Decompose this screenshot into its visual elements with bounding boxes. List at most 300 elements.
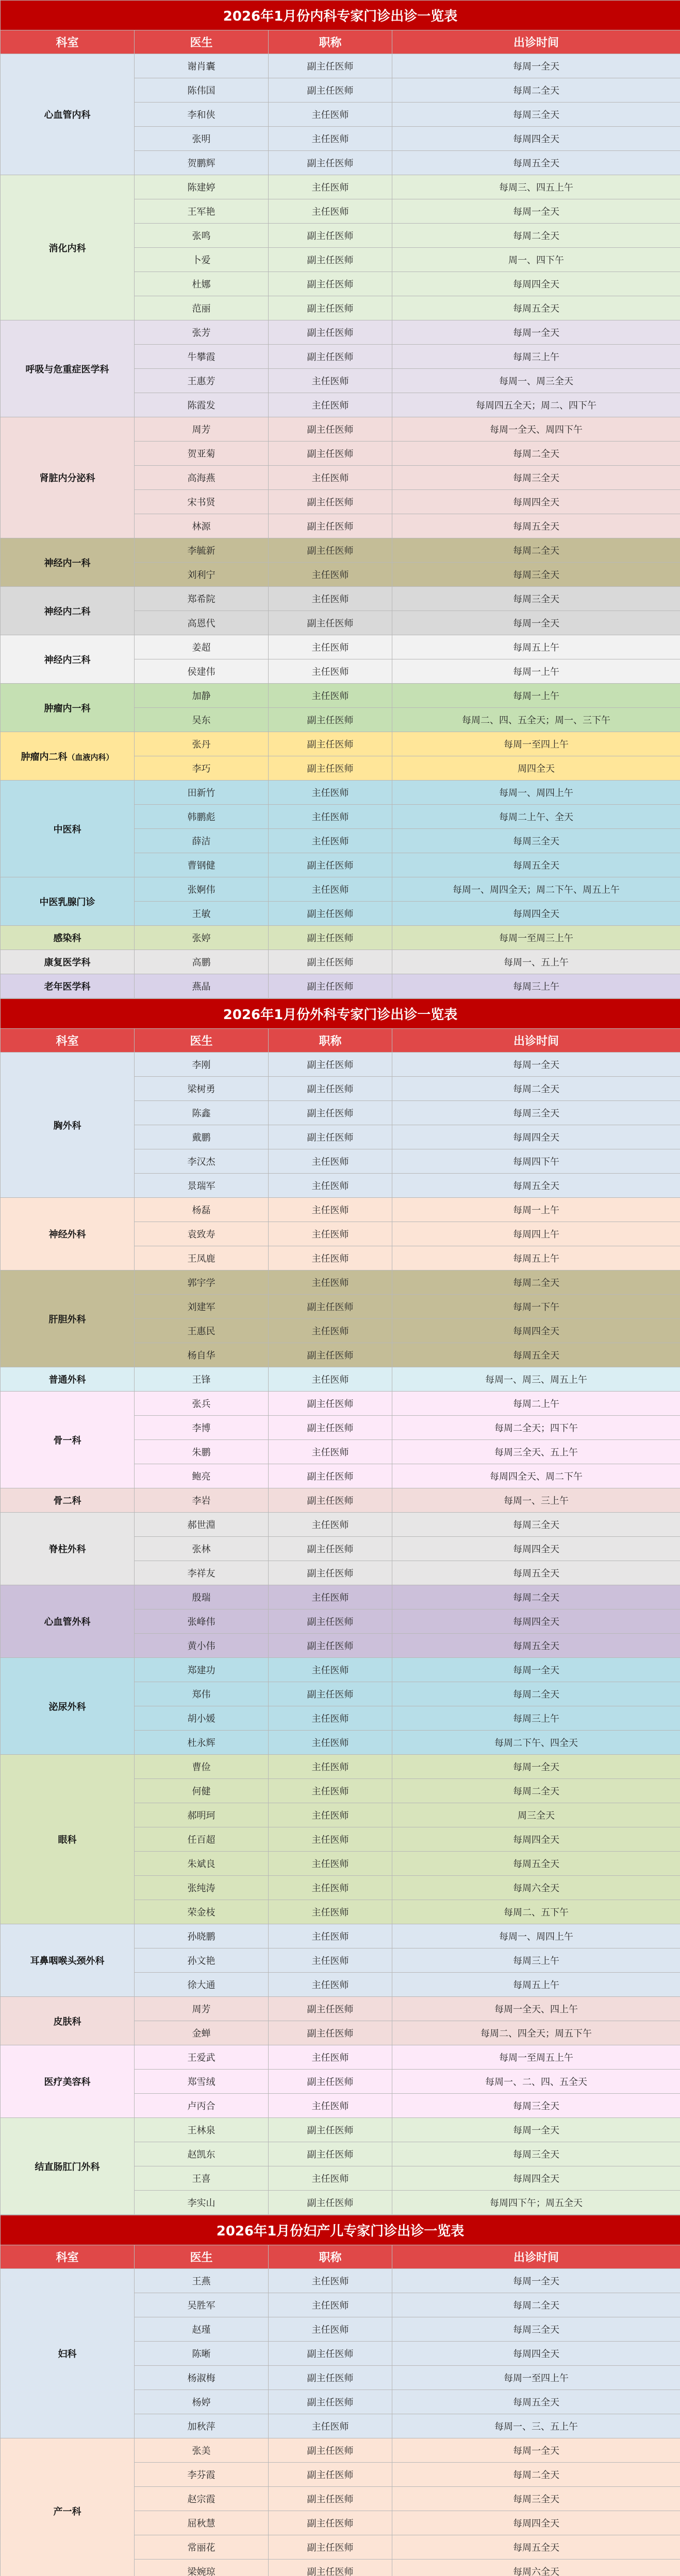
table-row	[1, 1997, 680, 2021]
doctor-name: 侯建伟	[135, 659, 269, 684]
clinic-time: 每周五全天	[392, 1634, 680, 1658]
clinic-time: 每周一、三、五上午	[392, 2414, 680, 2438]
doctor-name: 杨磊	[135, 1198, 269, 1222]
doctor-title: 主任医师	[269, 1367, 392, 1392]
section-title: 2026年1月份内科专家门诊出诊一览表	[1, 1, 680, 30]
clinic-time: 每周二、五下午	[392, 1900, 680, 1924]
clinic-time: 每周四下午；周五全天	[392, 2191, 680, 2215]
department-cell	[1, 1658, 135, 1755]
doctor-title: 副主任医师	[269, 442, 392, 466]
department-note: （血液内科）	[67, 752, 114, 762]
doctor-title: 主任医师	[269, 369, 392, 393]
department-name: 神经外科	[48, 1229, 86, 1240]
department-name: 康复医学科	[44, 957, 91, 968]
clinic-time: 每周五全天	[392, 853, 680, 877]
clinic-time: 每周一、五上午	[392, 950, 680, 974]
department-cell	[1, 974, 135, 998]
doctor-title: 副主任医师	[269, 417, 392, 442]
clinic-time: 每周五上午	[392, 1246, 680, 1270]
department-cell	[1, 1585, 135, 1658]
department-name: 肿瘤内一科	[44, 703, 91, 714]
doctor-name: 姜超	[135, 635, 269, 659]
department-cell	[1, 877, 135, 926]
clinic-time: 每周一全天、周四下午	[392, 417, 680, 442]
doctor-title: 副主任医师	[269, 1609, 392, 1634]
department-cell	[1, 587, 135, 635]
department-cell	[1, 1488, 135, 1513]
department-cell	[1, 2269, 135, 2438]
doctor-name: 梁树勇	[135, 1077, 269, 1101]
doctor-name: 李汉杰	[135, 1149, 269, 1174]
clinic-time: 每周一全天	[392, 54, 680, 78]
department-name: 感染科	[53, 933, 81, 944]
department-name: 胸外科	[53, 1120, 81, 1131]
doctor-title: 主任医师	[269, 1222, 392, 1246]
doctor-name: 郑希院	[135, 587, 269, 611]
table-row	[1, 877, 680, 902]
doctor-name: 孙文艳	[135, 1948, 269, 1973]
doctor-name: 李巧	[135, 756, 269, 781]
department-cell	[1, 1513, 135, 1585]
doctor-name: 吴东	[135, 708, 269, 732]
doctor-title: 副主任医师	[269, 296, 392, 320]
department-name: 呼吸与危重症医学科	[25, 364, 109, 375]
table-row	[1, 1924, 680, 1948]
clinic-time: 每周二全天；四下午	[392, 1416, 680, 1440]
doctor-name: 曹俭	[135, 1755, 269, 1779]
doctor-name: 杨婷	[135, 2390, 269, 2414]
clinic-time: 每周四全天	[392, 2342, 680, 2366]
doctor-title: 副主任医师	[269, 2021, 392, 2045]
doctor-title: 副主任医师	[269, 2070, 392, 2094]
clinic-time: 每周二全天	[392, 442, 680, 466]
doctor-title: 副主任医师	[269, 1537, 392, 1561]
department-cell	[1, 1270, 135, 1367]
doctor-title: 主任医师	[269, 1174, 392, 1198]
clinic-time: 每周五全天	[392, 1561, 680, 1585]
doctor-name: 李祥友	[135, 1561, 269, 1585]
clinic-time: 每周一上午	[392, 684, 680, 708]
clinic-time: 每周一全天	[392, 1658, 680, 1682]
clinic-time: 每周二全天	[392, 1270, 680, 1295]
doctor-name: 郝明珂	[135, 1803, 269, 1827]
doctor-name: 燕晶	[135, 974, 269, 998]
column-header: 科室	[1, 1029, 135, 1053]
clinic-time: 每周五全天	[392, 2535, 680, 2560]
clinic-time: 每周四全天	[392, 902, 680, 926]
doctor-name: 景瑞军	[135, 1174, 269, 1198]
table-row	[1, 1392, 680, 1416]
doctor-name: 高海燕	[135, 466, 269, 490]
doctor-title: 副主任医师	[269, 2560, 392, 2576]
doctor-title: 主任医师	[269, 1246, 392, 1270]
doctor-title: 副主任医师	[269, 611, 392, 635]
doctor-title: 副主任医师	[269, 1343, 392, 1367]
column-header: 职称	[269, 1029, 392, 1053]
doctor-title: 主任医师	[269, 684, 392, 708]
clinic-time: 每周五全天	[392, 1343, 680, 1367]
clinic-time: 每周二全天	[392, 1585, 680, 1609]
doctor-name: 王喜	[135, 2166, 269, 2191]
doctor-title: 副主任医师	[269, 1416, 392, 1440]
department-name: 结直肠肛门外科	[35, 2161, 100, 2173]
doctor-name: 郭宇学	[135, 1270, 269, 1295]
clinic-time: 每周二上午、全天	[392, 805, 680, 829]
clinic-time: 每周二全天	[392, 78, 680, 103]
clinic-time: 周一、四下午	[392, 248, 680, 272]
doctor-name: 陈伟国	[135, 78, 269, 103]
doctor-name: 常丽花	[135, 2535, 269, 2560]
department-cell	[1, 1997, 135, 2045]
clinic-time: 周四全天	[392, 756, 680, 781]
doctor-name: 王军艳	[135, 199, 269, 224]
clinic-time: 每周四全天	[392, 127, 680, 151]
department-cell	[1, 1053, 135, 1198]
clinic-time: 每周三全天	[392, 1101, 680, 1125]
doctor-name: 王敏	[135, 902, 269, 926]
doctor-name: 金蝉	[135, 2021, 269, 2045]
clinic-time: 每周四上午	[392, 1222, 680, 1246]
doctor-name: 刘利宁	[135, 563, 269, 587]
department-cell	[1, 2118, 135, 2215]
doctor-title: 副主任医师	[269, 514, 392, 538]
doctor-name: 张婷	[135, 926, 269, 950]
doctor-name: 王惠民	[135, 1319, 269, 1343]
department-name: 神经内二科	[44, 606, 91, 617]
department-cell	[1, 417, 135, 538]
doctor-name: 陈霞发	[135, 393, 269, 417]
schedule-table	[0, 2215, 680, 2576]
clinic-time: 每周三全天	[392, 563, 680, 587]
clinic-time: 每周四全天	[392, 1827, 680, 1852]
doctor-name: 赵凯东	[135, 2142, 269, 2166]
doctor-name: 杜永辉	[135, 1731, 269, 1755]
department-cell	[1, 1198, 135, 1270]
doctor-title: 主任医师	[269, 1973, 392, 1997]
doctor-title: 副主任医师	[269, 1634, 392, 1658]
doctor-name: 张婀伟	[135, 877, 269, 902]
clinic-time: 每周一、二、四、五全天	[392, 2070, 680, 2094]
clinic-time: 每周三全天	[392, 1513, 680, 1537]
doctor-name: 张鸣	[135, 224, 269, 248]
clinic-time: 每周三上午	[392, 1948, 680, 1973]
doctor-name: 周芳	[135, 417, 269, 442]
table-row	[1, 587, 680, 611]
department-name: 医疗美容科	[44, 2077, 91, 2088]
doctor-title: 副主任医师	[269, 538, 392, 563]
doctor-title: 副主任医师	[269, 2118, 392, 2142]
clinic-time: 每周二全天	[392, 1682, 680, 1706]
clinic-time: 每周五全天	[392, 151, 680, 175]
clinic-time: 每周六全天	[392, 1876, 680, 1900]
doctor-title: 主任医师	[269, 2293, 392, 2317]
clinic-time: 每周六全天	[392, 2560, 680, 2576]
doctor-name: 加秋萍	[135, 2414, 269, 2438]
doctor-title: 副主任医师	[269, 2487, 392, 2511]
doctor-name: 郝世淵	[135, 1513, 269, 1537]
department-name: 耳鼻咽喉头颈外科	[30, 1956, 105, 1967]
table-row	[1, 684, 680, 708]
doctor-name: 周芳	[135, 1997, 269, 2021]
clinic-time: 每周四全天	[392, 1125, 680, 1149]
doctor-title: 主任医师	[269, 127, 392, 151]
doctor-name: 胡小媛	[135, 1706, 269, 1731]
doctor-name: 郑雪绒	[135, 2070, 269, 2094]
doctor-title: 副主任医师	[269, 974, 392, 998]
doctor-title: 主任医师	[269, 1731, 392, 1755]
doctor-title: 主任医师	[269, 1585, 392, 1609]
doctor-title: 主任医师	[269, 1270, 392, 1295]
department-cell	[1, 2438, 135, 2576]
doctor-title: 主任医师	[269, 2317, 392, 2342]
doctor-name: 朱斌良	[135, 1852, 269, 1876]
clinic-time: 每周三全天	[392, 2317, 680, 2342]
doctor-title: 副主任医师	[269, 1488, 392, 1513]
doctor-name: 郑伟	[135, 1682, 269, 1706]
clinic-time: 每周一至周五上午	[392, 2045, 680, 2070]
clinic-time: 每周三上午	[392, 345, 680, 369]
clinic-time: 每周五全天	[392, 2390, 680, 2414]
doctor-name: 加静	[135, 684, 269, 708]
clinic-time: 每周三、四五上午	[392, 175, 680, 199]
doctor-name: 牛攀霞	[135, 345, 269, 369]
clinic-time: 每周三上午	[392, 974, 680, 998]
clinic-time: 每周一全天	[392, 1755, 680, 1779]
doctor-title: 副主任医师	[269, 2366, 392, 2390]
department-name: 皮肤科	[53, 2016, 81, 2027]
doctor-title: 副主任医师	[269, 756, 392, 781]
doctor-name: 宋书贤	[135, 490, 269, 514]
doctor-title: 主任医师	[269, 1827, 392, 1852]
doctor-title: 主任医师	[269, 563, 392, 587]
clinic-time: 每周一全天	[392, 320, 680, 345]
clinic-time: 每周二全天	[392, 2463, 680, 2487]
table-row	[1, 950, 680, 974]
department-cell	[1, 1367, 135, 1392]
department-name: 神经内三科	[44, 654, 91, 666]
clinic-time: 每周二全天	[392, 1779, 680, 1803]
doctor-name: 梁婉琼	[135, 2560, 269, 2576]
department-name: 脊柱外科	[48, 1544, 86, 1555]
doctor-title: 副主任医师	[269, 1053, 392, 1077]
department-name: 肿瘤内二科	[21, 751, 68, 762]
doctor-title: 主任医师	[269, 1198, 392, 1222]
clinic-time: 每周四下午	[392, 1149, 680, 1174]
clinic-time: 每周一全天、四上午	[392, 1997, 680, 2021]
table-row	[1, 1488, 680, 1513]
clinic-time: 每周三全天、五上午	[392, 1440, 680, 1464]
doctor-title: 主任医师	[269, 466, 392, 490]
doctor-name: 范丽	[135, 296, 269, 320]
clinic-time: 每周四全天	[392, 2511, 680, 2535]
doctor-name: 王惠芳	[135, 369, 269, 393]
doctor-title: 副主任医师	[269, 248, 392, 272]
doctor-title: 主任医师	[269, 1803, 392, 1827]
clinic-time: 每周五全天	[392, 1174, 680, 1198]
doctor-title: 主任医师	[269, 781, 392, 805]
doctor-title: 副主任医师	[269, 1682, 392, 1706]
clinic-time: 每周五全天	[392, 1852, 680, 1876]
doctor-title: 主任医师	[269, 1149, 392, 1174]
doctor-title: 副主任医师	[269, 1101, 392, 1125]
doctor-title: 副主任医师	[269, 320, 392, 345]
doctor-name: 黄小伟	[135, 1634, 269, 1658]
doctor-title: 副主任医师	[269, 2463, 392, 2487]
doctor-title: 主任医师	[269, 829, 392, 853]
clinic-time: 每周二全天	[392, 2293, 680, 2317]
doctor-title: 副主任医师	[269, 272, 392, 296]
doctor-title: 副主任医师	[269, 1464, 392, 1488]
doctor-title: 副主任医师	[269, 708, 392, 732]
clinic-time: 每周五全天	[392, 296, 680, 320]
doctor-name: 李刚	[135, 1053, 269, 1077]
doctor-title: 主任医师	[269, 877, 392, 902]
table-row	[1, 320, 680, 345]
schedule-table	[0, 998, 680, 2215]
doctor-title: 副主任医师	[269, 2511, 392, 2535]
clinic-time: 每周一全天	[392, 2269, 680, 2293]
doctor-title: 副主任医师	[269, 926, 392, 950]
doctor-title: 主任医师	[269, 1900, 392, 1924]
clinic-time: 每周三全天	[392, 2094, 680, 2118]
department-cell	[1, 1755, 135, 1924]
department-cell	[1, 950, 135, 974]
clinic-time: 每周四全天、周二下午	[392, 1464, 680, 1488]
department-cell	[1, 781, 135, 877]
clinic-time: 每周一下午	[392, 1295, 680, 1319]
doctor-name: 张纯涛	[135, 1876, 269, 1900]
doctor-title: 副主任医师	[269, 2191, 392, 2215]
doctor-title: 主任医师	[269, 1440, 392, 1464]
clinic-time: 每周二全天	[392, 224, 680, 248]
doctor-title: 副主任医师	[269, 2142, 392, 2166]
table-row	[1, 1755, 680, 1779]
department-name: 泌尿外科	[48, 1701, 86, 1713]
doctor-title: 副主任医师	[269, 1077, 392, 1101]
table-row	[1, 175, 680, 199]
column-header: 出诊时间	[392, 2245, 680, 2269]
doctor-name: 荣金枝	[135, 1900, 269, 1924]
department-name: 妇科	[58, 2349, 77, 2360]
clinic-time: 每周一、周三全天	[392, 369, 680, 393]
doctor-name: 郑建功	[135, 1658, 269, 1682]
clinic-time: 每周三全天	[392, 587, 680, 611]
table-row	[1, 1513, 680, 1537]
doctor-name: 王林泉	[135, 2118, 269, 2142]
column-header: 医生	[135, 2245, 269, 2269]
doctor-title: 主任医师	[269, 805, 392, 829]
doctor-title: 主任医师	[269, 2045, 392, 2070]
doctor-name: 戴鹏	[135, 1125, 269, 1149]
doctor-title: 主任医师	[269, 635, 392, 659]
department-cell	[1, 1924, 135, 1997]
table-row	[1, 926, 680, 950]
department-cell	[1, 538, 135, 587]
doctor-name: 殷瑞	[135, 1585, 269, 1609]
clinic-time: 每周一全天	[392, 2438, 680, 2463]
clinic-time: 每周二全天	[392, 538, 680, 563]
department-name: 骨二科	[53, 1496, 81, 1506]
doctor-title: 主任医师	[269, 103, 392, 127]
doctor-name: 卜爱	[135, 248, 269, 272]
clinic-time: 每周二、四全天；周五下午	[392, 2021, 680, 2045]
doctor-title: 主任医师	[269, 1779, 392, 1803]
doctor-title: 主任医师	[269, 199, 392, 224]
column-header: 职称	[269, 2245, 392, 2269]
table-row	[1, 974, 680, 998]
table-row	[1, 1053, 680, 1077]
clinic-time: 每周三全天	[392, 829, 680, 853]
doctor-name: 张兵	[135, 1392, 269, 1416]
table-row	[1, 2045, 680, 2070]
clinic-time: 每周二下午、四全天	[392, 1731, 680, 1755]
column-header: 科室	[1, 30, 135, 54]
doctor-name: 高恩代	[135, 611, 269, 635]
clinic-time: 每周三全天	[392, 2142, 680, 2166]
clinic-time: 每周三全天	[392, 466, 680, 490]
clinic-time: 每周三全天	[392, 2487, 680, 2511]
doctor-title: 副主任医师	[269, 2390, 392, 2414]
column-header: 出诊时间	[392, 30, 680, 54]
column-header: 职称	[269, 30, 392, 54]
doctor-name: 杜娜	[135, 272, 269, 296]
clinic-time: 每周四全天	[392, 2166, 680, 2191]
department-cell	[1, 175, 135, 320]
department-name: 心血管外科	[44, 1617, 91, 1628]
clinic-time: 每周一至四上午	[392, 2366, 680, 2390]
doctor-title: 主任医师	[269, 1852, 392, 1876]
section-title: 2026年1月份妇产儿专家门诊出诊一览表	[1, 2215, 680, 2245]
clinic-time: 每周二全天	[392, 1077, 680, 1101]
doctor-title: 副主任医师	[269, 2535, 392, 2560]
doctor-title: 副主任医师	[269, 78, 392, 103]
doctor-name: 陈鑫	[135, 1101, 269, 1125]
clinic-time: 每周四全天	[392, 490, 680, 514]
clinic-time: 每周一至四上午	[392, 732, 680, 756]
doctor-title: 副主任医师	[269, 1295, 392, 1319]
doctor-name: 贺亚菊	[135, 442, 269, 466]
doctor-name: 谢肖囊	[135, 54, 269, 78]
doctor-title: 主任医师	[269, 1513, 392, 1537]
clinic-time: 每周二上午	[392, 1392, 680, 1416]
doctor-name: 王凤鹿	[135, 1246, 269, 1270]
doctor-name: 王爱武	[135, 2045, 269, 2070]
doctor-title: 副主任医师	[269, 1997, 392, 2021]
doctor-title: 主任医师	[269, 1755, 392, 1779]
table-row	[1, 1198, 680, 1222]
clinic-time: 每周五全天	[392, 514, 680, 538]
department-name: 中医乳腺门诊	[39, 896, 95, 908]
clinic-time: 每周四全天	[392, 1609, 680, 1634]
clinic-time: 每周三上午	[392, 1706, 680, 1731]
clinic-time: 每周一全天	[392, 199, 680, 224]
doctor-name: 任百超	[135, 1827, 269, 1852]
doctor-title: 副主任医师	[269, 1392, 392, 1416]
doctor-name: 李芬霞	[135, 2463, 269, 2487]
department-name: 普通外科	[48, 1375, 86, 1385]
table-row	[1, 417, 680, 442]
clinic-time: 每周一全天	[392, 611, 680, 635]
doctor-title: 主任医师	[269, 1658, 392, 1682]
clinic-time: 每周一、周四上午	[392, 1924, 680, 1948]
department-cell	[1, 54, 135, 175]
doctor-name: 李毓新	[135, 538, 269, 563]
doctor-title: 主任医师	[269, 1948, 392, 1973]
column-header: 医生	[135, 30, 269, 54]
doctor-name: 杨淑梅	[135, 2366, 269, 2390]
doctor-name: 赵瑾	[135, 2317, 269, 2342]
doctor-name: 刘建军	[135, 1295, 269, 1319]
